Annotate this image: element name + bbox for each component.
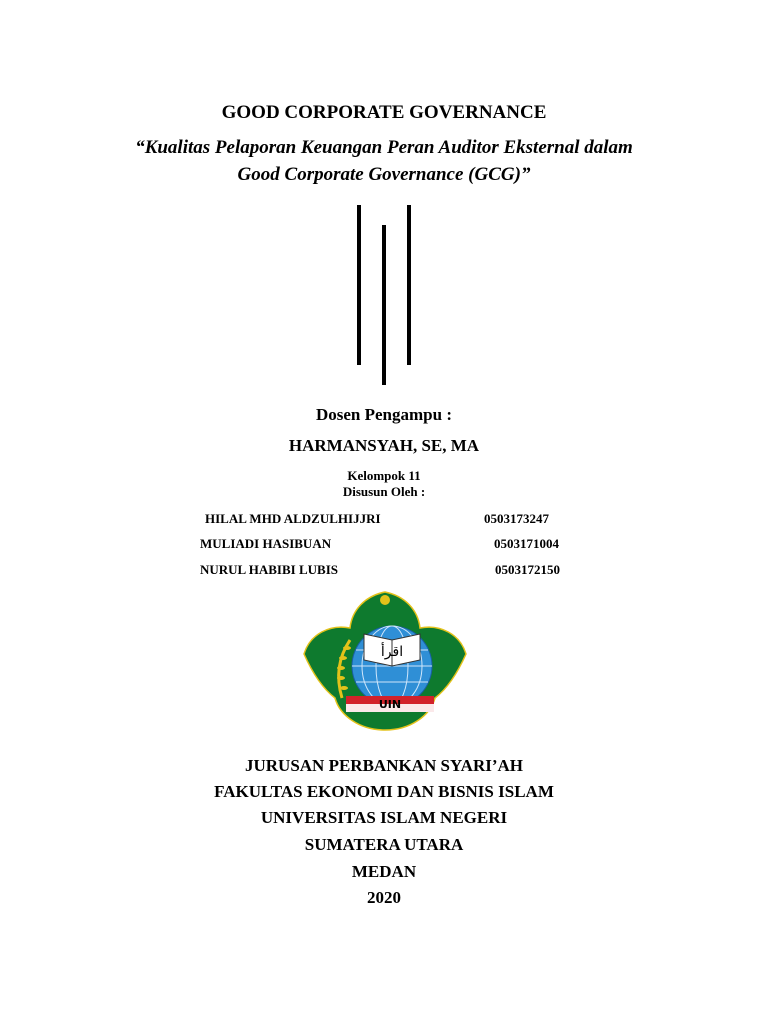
logo-uin-text: UIN — [378, 698, 402, 711]
member-name: HILAL MHD ALDZULHIJJRI — [205, 511, 381, 526]
member-name: MULIADI HASIBUAN — [200, 536, 332, 551]
member-name: NURUL HABIBI LUBIS — [200, 562, 338, 577]
lecturer-label: Dosen Pengampu : — [315, 405, 452, 424]
member-nim: 0503171004 — [494, 536, 559, 551]
group-info — [0, 468, 768, 500]
decorative-bar-right — [407, 205, 411, 365]
logo-arabic-text: اقرأ — [380, 644, 404, 660]
document-title: GOOD CORPORATE GOVERNANCE — [221, 102, 547, 123]
footer-year: 2020 — [367, 888, 401, 907]
footer-university: UNIVERSITAS ISLAM NEGERI — [260, 808, 508, 827]
subtitle-line-1: “Kualitas Pelaporan Keuangan Peran Auditor Eksternal dalam — [135, 137, 633, 158]
footer-city: MEDAN — [351, 862, 417, 881]
member-nim: 0503173247 — [484, 511, 549, 526]
footer-faculty: FAKULTAS EKONOMI DAN BISNIS ISLAM — [214, 782, 554, 801]
group-number: Kelompok 11 — [347, 468, 421, 483]
footer-region: SUMATERA UTARA — [304, 835, 464, 854]
university-logo-icon — [300, 588, 470, 733]
member-nim: 0503172150 — [495, 562, 560, 577]
lecturer-name: HARMANSYAH, SE, MA — [288, 436, 480, 455]
compiled-by-label: Disusun Oleh : — [342, 484, 426, 499]
footer-department: JURUSAN PERBANKAN SYARI’AH — [244, 756, 523, 775]
subtitle-line-2: Good Corporate Governance (GCG)” — [237, 164, 531, 185]
decorative-bar-left — [357, 205, 361, 365]
document-subtitle — [0, 134, 768, 188]
decorative-bar-middle — [382, 225, 386, 385]
